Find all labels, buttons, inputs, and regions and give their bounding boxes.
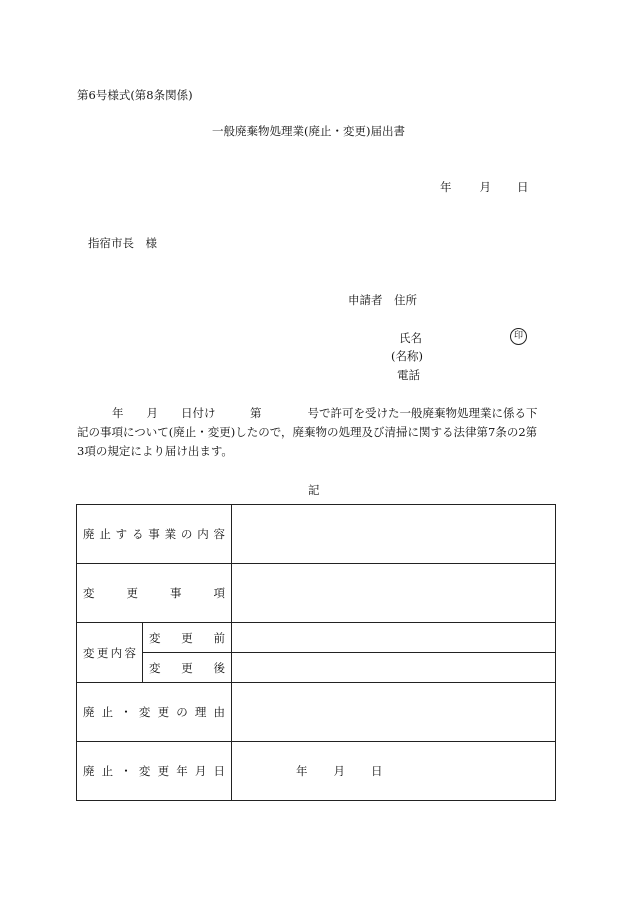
label-char: 更: [157, 764, 170, 778]
label-char: 変: [138, 705, 151, 719]
label-char: 廃: [83, 764, 95, 778]
label-char: 止: [101, 764, 114, 778]
label-char: 事: [148, 527, 160, 541]
label-char: 内: [110, 645, 123, 660]
label-before-change: [143, 623, 232, 653]
label-char: ・: [120, 705, 132, 719]
body-line-2: 記の事項について(廃止・変更)したので，廃棄物の処理及び清掃に関する法律第7条の2第: [77, 425, 538, 439]
label-char: 項: [213, 586, 225, 600]
label-char: 変: [83, 586, 95, 600]
label-change-content: [77, 623, 143, 683]
notification-table: [76, 504, 556, 801]
date-day: 日: [517, 180, 529, 194]
label-char: 前: [213, 630, 225, 645]
label-char: る: [131, 527, 144, 541]
document-title: 一般廃棄物処理業(廃止・変更)届出書: [212, 124, 405, 138]
label-char: の: [180, 527, 193, 541]
ki-heading: 記: [308, 483, 320, 497]
applicant-address-label: 申請者 住所: [348, 293, 417, 307]
label-char: 更: [181, 630, 193, 645]
label-char: 業: [164, 527, 177, 541]
form-number: 第6号様式(第8条関係): [77, 88, 193, 102]
seal-icon: 印: [510, 328, 527, 345]
label-char: 年: [176, 764, 188, 778]
field-date[interactable]: [232, 742, 556, 801]
corporate-name-label: (名称): [391, 349, 423, 363]
field-change-item[interactable]: [232, 564, 556, 623]
field-date-month: 月: [333, 764, 345, 778]
label-char: 変: [149, 660, 161, 675]
body-line-3: 3項の規定により届け出ます。: [77, 444, 233, 458]
table-row: [77, 742, 556, 801]
label-char: 理: [194, 705, 207, 719]
submission-date: [440, 180, 529, 194]
table-row: [77, 623, 556, 653]
label-char: 止: [99, 527, 111, 541]
label-char: 更: [96, 645, 109, 660]
label-char: 更: [157, 705, 170, 719]
label-char: 事: [170, 586, 182, 600]
field-reason[interactable]: [232, 683, 556, 742]
field-date-day: 日: [371, 764, 383, 778]
label-char: 内: [197, 527, 209, 541]
label-char: 止: [101, 705, 114, 719]
label-char: 変: [138, 764, 151, 778]
label-date: [77, 742, 232, 801]
label-char: の: [176, 705, 188, 719]
label-char: 日: [213, 764, 225, 778]
label-char: 更: [181, 660, 193, 675]
table-row: [77, 505, 556, 564]
label-char: 容: [213, 527, 225, 541]
field-before-change[interactable]: [232, 623, 556, 653]
label-after-change: [143, 653, 232, 683]
label-char: す: [115, 527, 128, 541]
table-row: [77, 653, 556, 683]
applicant-name-label: 氏名: [399, 331, 422, 345]
label-char: 廃: [83, 705, 95, 719]
label-char: 変: [83, 645, 95, 660]
label-reason: [77, 683, 232, 742]
label-char: 変: [149, 630, 161, 645]
field-after-change[interactable]: [232, 653, 556, 683]
body-paragraph: [77, 404, 561, 461]
table-row: [77, 683, 556, 742]
addressee: 指宿市長 様: [88, 236, 157, 250]
label-char: 後: [213, 660, 225, 675]
label-char: 容: [124, 645, 136, 660]
field-discontinued-business[interactable]: [232, 505, 556, 564]
label-char: 廃: [83, 527, 95, 541]
label-change-item: [77, 564, 232, 623]
table-row: [77, 564, 556, 623]
label-char: 更: [126, 586, 138, 600]
field-date-year: 年: [296, 764, 308, 778]
phone-label: 電話: [397, 368, 420, 382]
label-char: ・: [120, 764, 132, 778]
body-line-1: 年 月 日付け 第 号で許可を受けた一般廃棄物処理業に係る下: [112, 406, 538, 420]
label-char: 由: [213, 705, 225, 719]
date-month: 月: [479, 180, 491, 194]
label-discontinued-business: [77, 505, 232, 564]
date-year: 年: [440, 180, 452, 194]
label-char: 月: [194, 764, 207, 778]
